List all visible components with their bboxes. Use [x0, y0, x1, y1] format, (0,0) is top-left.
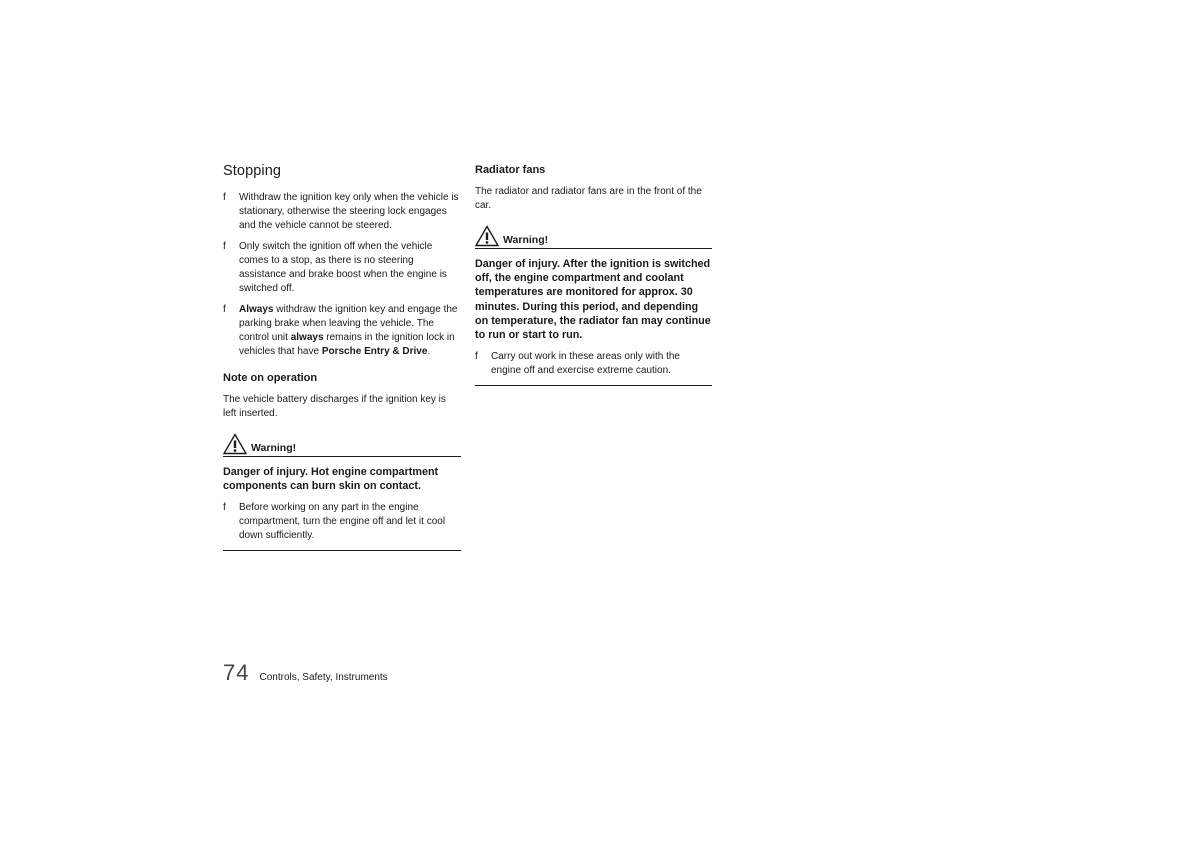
page-number: 74 — [223, 660, 250, 685]
right-column — [475, 160, 712, 386]
radiator-heading: Radiator fans — [475, 164, 546, 176]
section-title: Stopping — [223, 163, 282, 179]
warning-end-rule — [223, 550, 461, 551]
bullet-text: . — [427, 346, 431, 357]
list-item — [223, 240, 461, 296]
warning-label: Warning! — [251, 442, 297, 454]
note-heading: Note on operation — [223, 372, 318, 384]
bullet-text: Withdraw the ignition key only when the vehicle is stationary, otherwise the steering lock engages and the vehicle cannot be steered. — [239, 192, 459, 231]
warning-text: Danger of injury. Hot engine compartment components can burn skin on contact. — [223, 466, 439, 493]
list-item — [223, 501, 461, 543]
footer-section: Controls, Safety, Instruments — [259, 672, 388, 683]
note-text: The vehicle battery discharges if the ignition key is left inserted. — [223, 394, 446, 419]
warning-triangle-icon — [223, 433, 247, 455]
list-item — [475, 350, 712, 378]
bullet-text: Only switch the ignition off when the vehicle comes to a stop, as there is no steering assistance and brake boost when the engine is switched off. — [239, 241, 447, 294]
emphasis-product-name: Porsche Entry & Drive — [321, 346, 428, 357]
bullet-text: Before working on any part in the engine compartment, turn the engine off and let it cool down sufficiently. — [239, 502, 446, 542]
list-item — [223, 303, 461, 359]
warning-end-rule — [475, 385, 712, 386]
list-item — [223, 191, 461, 233]
warning-header — [223, 433, 461, 457]
bullet-mark: f — [475, 351, 478, 363]
bullet-text: remains in the ignition lock in vehicles that have — [239, 332, 455, 357]
warning-triangle-icon — [475, 225, 499, 247]
warning-header — [475, 225, 712, 249]
bullet-mark: f — [223, 502, 226, 514]
bullet-text: withdraw the ignition key and engage the parking brake when leaving the vehicle. The control unit — [239, 304, 458, 343]
emphasis-always: Always — [239, 304, 274, 315]
left-column — [223, 160, 461, 551]
warning-text: Danger of injury. After the ignition is switched off, the engine compartment and coolant temperatures are monitored for approx. 30 minutes. During this period, and depending on temperature, the radiator fan may continue to run or start to run. — [475, 258, 711, 342]
bullet-mark: f — [223, 304, 226, 315]
bullet-text: Carry out work in these areas only with the engine off and exercise extreme caution. — [491, 351, 680, 377]
bullet-mark: f — [223, 241, 226, 252]
radiator-intro: The radiator and radiator fans are in the front of the car. — [475, 186, 702, 211]
emphasis-always: always — [290, 332, 324, 343]
warning-label: Warning! — [503, 234, 549, 246]
page-footer — [223, 660, 388, 686]
bullet-mark: f — [223, 192, 226, 203]
